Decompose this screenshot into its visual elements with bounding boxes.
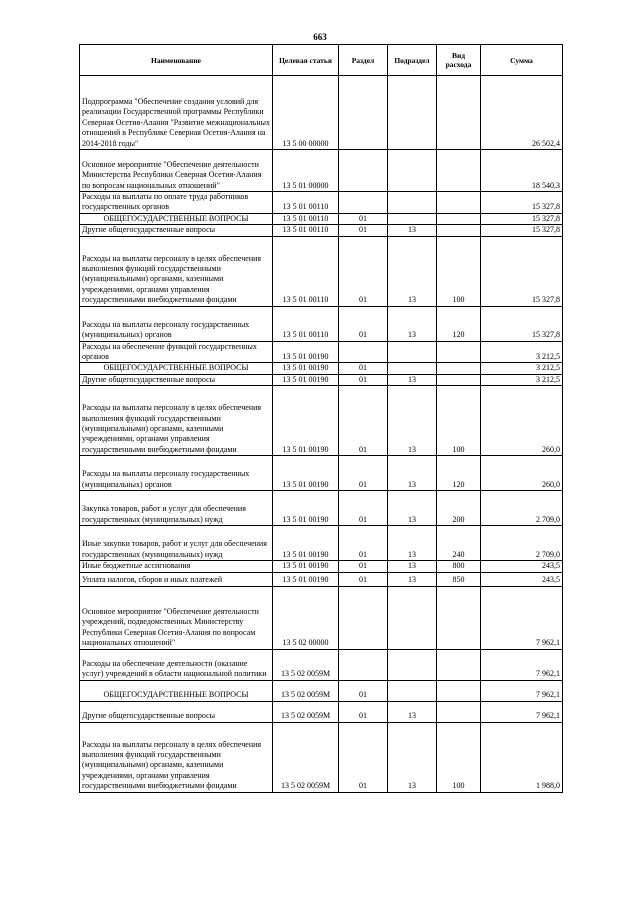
row-section (339, 586, 388, 649)
row-sum: 243,5 (481, 561, 563, 572)
row-exptype (437, 341, 481, 363)
row-name: ОБЩЕГОСУДАРСТВЕННЫЕ ВОПРОСЫ (80, 213, 273, 224)
row-code: 13 5 01 00110 (273, 306, 339, 341)
table-row (80, 561, 563, 572)
table-row (80, 76, 563, 150)
row-code: 13 5 02 0059М (273, 680, 339, 701)
row-name: Уплата налогов, сборов и иных платежей (80, 572, 273, 586)
table-row (80, 572, 563, 586)
row-subsection: 13 (388, 572, 437, 586)
table-row (80, 701, 563, 722)
row-name: Расходы на выплаты по оплате труда работников государственных органов (80, 192, 273, 214)
row-subsection (388, 76, 437, 150)
row-subsection: 13 (388, 456, 437, 491)
row-exptype: 850 (437, 572, 481, 586)
row-sum: 2 709,0 (481, 526, 563, 561)
row-sum: 7 962,1 (481, 586, 563, 649)
row-exptype: 100 (437, 236, 481, 306)
table-row (80, 491, 563, 526)
row-sum: 2 709,0 (481, 491, 563, 526)
table-row (80, 225, 563, 236)
row-exptype: 120 (437, 306, 481, 341)
row-sum: 3 212,5 (481, 374, 563, 385)
row-code: 13 5 00 00000 (273, 76, 339, 150)
row-code: 13 5 01 00190 (273, 363, 339, 374)
row-section: 01 (339, 225, 388, 236)
row-exptype (437, 649, 481, 680)
table-row (80, 456, 563, 491)
row-exptype: 240 (437, 526, 481, 561)
row-code: 13 5 02 0059М (273, 649, 339, 680)
row-subsection: 13 (388, 374, 437, 385)
row-subsection (388, 649, 437, 680)
row-code: 13 5 01 00190 (273, 456, 339, 491)
row-section (339, 76, 388, 150)
row-section: 01 (339, 363, 388, 374)
row-section: 01 (339, 572, 388, 586)
table-body (80, 76, 563, 793)
row-name: Расходы на выплаты персоналу государственных (муниципальных) органов (80, 456, 273, 491)
row-section (339, 150, 388, 192)
row-name: Расходы на выплаты персоналу в целях обеспечения выполнения функций государственными (муниципальными) органами, казенными учреждениями, органами управления государственными внебюджетными фондами (80, 722, 273, 792)
table-row (80, 374, 563, 385)
table-header-row (80, 45, 563, 76)
row-exptype (437, 225, 481, 236)
row-section: 01 (339, 722, 388, 792)
row-code: 13 5 01 00190 (273, 374, 339, 385)
row-subsection (388, 363, 437, 374)
row-section (339, 192, 388, 214)
row-exptype: 800 (437, 561, 481, 572)
table-row (80, 586, 563, 649)
row-name: Расходы на выплаты персоналу государственных (муниципальных) органов (80, 306, 273, 341)
row-name: Другие общегосударственные вопросы (80, 701, 273, 722)
row-section: 01 (339, 386, 388, 456)
row-subsection: 13 (388, 526, 437, 561)
row-sum: 260,0 (481, 456, 563, 491)
row-name: Другие общегосударственные вопросы (80, 225, 273, 236)
row-name: Иные бюджетные ассигнования (80, 561, 273, 572)
row-name: Иные закупки товаров, работ и услуг для обеспечения государственных (муниципальных) нужд (80, 526, 273, 561)
row-exptype (437, 680, 481, 701)
row-sum: 260,0 (481, 386, 563, 456)
row-section: 01 (339, 374, 388, 385)
row-name: Расходы на обеспечение деятельности (оказание услуг) учреждений в области национальной политики (80, 649, 273, 680)
table-row (80, 680, 563, 701)
row-sum: 7 962,1 (481, 701, 563, 722)
row-subsection (388, 680, 437, 701)
row-sum: 15 327,8 (481, 192, 563, 214)
row-name: Расходы на обеспечение функций государственных органов (80, 341, 273, 363)
row-section: 01 (339, 456, 388, 491)
row-subsection (388, 213, 437, 224)
row-code: 13 5 01 00190 (273, 341, 339, 363)
row-subsection (388, 192, 437, 214)
row-code: 13 5 02 0059М (273, 701, 339, 722)
row-name: Основное мероприятие "Обеспечение деятельности учреждений, подведомственных Министерству Республики Северная Осетия-Алания по вопросам национальных отношений" (80, 586, 273, 649)
row-sum: 3 212,5 (481, 363, 563, 374)
row-section: 01 (339, 561, 388, 572)
row-code: 13 5 01 00110 (273, 192, 339, 214)
header-sum: Сумма (481, 45, 563, 76)
row-subsection (388, 150, 437, 192)
row-code: 13 5 01 00110 (273, 213, 339, 224)
row-subsection: 13 (388, 236, 437, 306)
row-section: 01 (339, 306, 388, 341)
row-sum: 7 962,1 (481, 649, 563, 680)
row-sum: 18 540,3 (481, 150, 563, 192)
row-name: Основное мероприятие "Обеспечение деятельности Министерства Республики Северная Осетия-Алания по вопросам национальных отношений" (80, 150, 273, 192)
header-section: Раздел (339, 45, 388, 76)
table-row (80, 722, 563, 792)
row-code: 13 5 02 00000 (273, 586, 339, 649)
row-exptype: 120 (437, 456, 481, 491)
table-row (80, 306, 563, 341)
row-exptype (437, 374, 481, 385)
row-sum: 15 327,8 (481, 306, 563, 341)
row-section: 01 (339, 491, 388, 526)
row-sum: 3 212,5 (481, 341, 563, 363)
row-code: 13 5 01 00190 (273, 491, 339, 526)
row-name: Расходы на выплаты персоналу в целях обеспечения выполнения функций государственными (муниципальными) органами, казенными учреждениями, органами управления государственными внебюджетными фондами (80, 386, 273, 456)
row-subsection (388, 341, 437, 363)
row-exptype (437, 76, 481, 150)
row-section: 01 (339, 680, 388, 701)
row-sum: 243,5 (481, 572, 563, 586)
row-name: Расходы на выплаты персоналу в целях обеспечения выполнения функций государственными (муниципальными) органами, казенными учреждениями, органами управления государственными внебюджетными фондами (80, 236, 273, 306)
row-section (339, 341, 388, 363)
row-exptype: 200 (437, 491, 481, 526)
row-section: 01 (339, 526, 388, 561)
row-subsection: 13 (388, 225, 437, 236)
row-exptype: 100 (437, 722, 481, 792)
table-row (80, 341, 563, 363)
table-row (80, 386, 563, 456)
table-row (80, 526, 563, 561)
row-subsection: 13 (388, 722, 437, 792)
row-sum: 7 962,1 (481, 680, 563, 701)
row-sum: 15 327,8 (481, 236, 563, 306)
header-subsection: Подраздел (388, 45, 437, 76)
row-name: ОБЩЕГОСУДАРСТВЕННЫЕ ВОПРОСЫ (80, 680, 273, 701)
row-sum: 1 988,0 (481, 722, 563, 792)
table-row (80, 213, 563, 224)
row-subsection: 13 (388, 386, 437, 456)
table-row (80, 236, 563, 306)
header-exptype: Вид расхода (437, 45, 481, 76)
row-code: 13 5 01 00110 (273, 236, 339, 306)
table-row (80, 192, 563, 214)
row-code: 13 5 01 00110 (273, 225, 339, 236)
row-section: 01 (339, 701, 388, 722)
row-sum: 26 502,4 (481, 76, 563, 150)
row-code: 13 5 01 00190 (273, 526, 339, 561)
table-row (80, 649, 563, 680)
budget-table (79, 44, 563, 793)
row-name: Другие общегосударственные вопросы (80, 374, 273, 385)
table-row (80, 363, 563, 374)
row-name: Закупка товаров, работ и услуг для обеспечения государственных (муниципальных) нужд (80, 491, 273, 526)
row-name: ОБЩЕГОСУДАРСТВЕННЫЕ ВОПРОСЫ (80, 363, 273, 374)
row-sum: 15 327,8 (481, 225, 563, 236)
row-code: 13 5 01 00190 (273, 561, 339, 572)
page-number: 663 (313, 32, 327, 42)
row-subsection: 13 (388, 561, 437, 572)
row-exptype (437, 150, 481, 192)
row-section: 01 (339, 213, 388, 224)
row-section: 01 (339, 236, 388, 306)
row-exptype (437, 363, 481, 374)
row-code: 13 5 01 00000 (273, 150, 339, 192)
row-exptype (437, 701, 481, 722)
row-code: 13 5 01 00190 (273, 572, 339, 586)
row-subsection (388, 586, 437, 649)
row-subsection: 13 (388, 701, 437, 722)
row-exptype (437, 192, 481, 214)
row-exptype: 100 (437, 386, 481, 456)
row-exptype (437, 213, 481, 224)
table-row (80, 150, 563, 192)
row-name: Подпрограмма "Обеспечение создания условий для реализации Государственной программы Республики Северная Осетия-Алания "Развитие межнациональных отношений в Республике Северная Осетия-Алания на 2014-2018 годы" (80, 76, 273, 150)
row-code: 13 5 01 00190 (273, 386, 339, 456)
row-subsection: 13 (388, 306, 437, 341)
row-subsection: 13 (388, 491, 437, 526)
row-sum: 15 327,8 (481, 213, 563, 224)
row-section (339, 649, 388, 680)
row-exptype (437, 586, 481, 649)
header-code: Целевая статья (273, 45, 339, 76)
row-code: 13 5 02 0059М (273, 722, 339, 792)
header-name: Наименование (80, 45, 273, 76)
